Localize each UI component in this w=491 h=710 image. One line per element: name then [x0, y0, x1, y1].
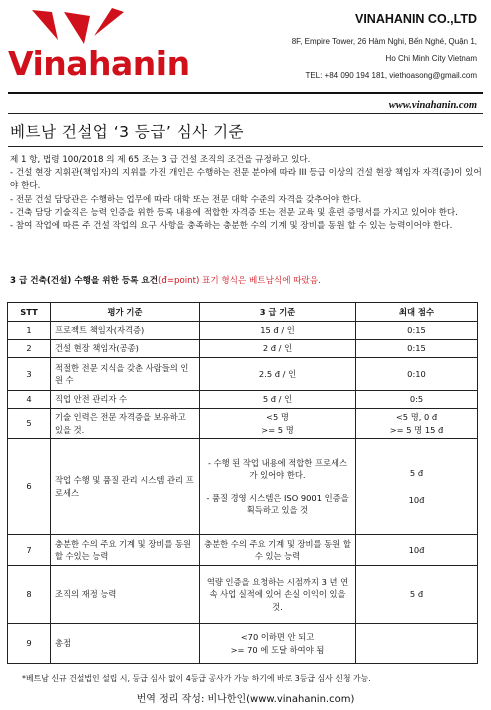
row-number: 4: [8, 391, 51, 409]
column-header: 최대 점수: [356, 303, 478, 322]
section-heading-unit: (đ=point): [158, 276, 200, 286]
column-header: 평가 기준: [51, 303, 200, 322]
footnote: *베트남 신규 건설법인 설립 시, 등급 심사 없이 4등급 공사가 가능 하기에 바로 3등급 심사 신청 가능.: [22, 674, 371, 683]
row-max-score: [356, 439, 478, 535]
row-max-score: [356, 624, 478, 664]
row-standard: [200, 439, 356, 535]
intro-paragraph: - 참여 작업에 따른 주 건설 작업의 요구 사항을 충족하는 충분한 수의 기계 및 장비를 동원 할 수 있는 능력이어야 한다.: [10, 221, 453, 232]
table-row: [8, 566, 478, 624]
page-title: 베트남 건설업 ‘3 등급’ 심사 기준: [10, 123, 245, 141]
table-row: [8, 535, 478, 566]
row-max-score: 0:15: [356, 322, 478, 340]
row-criterion: 건설 현장 책임자(공종): [51, 340, 200, 358]
section-heading-title: 3 급 건축(건설) 수행을 위한 등록 요건: [10, 276, 159, 286]
section-heading-note: 표기 형식은 베트남식에 따랐음.: [202, 276, 321, 286]
score-line: >= 5 명 15 đ: [389, 424, 444, 435]
standard-line: >= 70 에 도달 하여야 됨: [230, 644, 325, 655]
row-max-score: 0:15: [356, 340, 478, 358]
row-standard: 역량 인증을 요청하는 시점까지 3 년 연속 사업 실적에 있어 손실 이익이 있을 것.: [200, 566, 356, 624]
standard-line: >= 5 명: [261, 424, 294, 435]
table-header-row: [8, 303, 478, 322]
standard-line: - 품질 경영 시스템은 ISO 9001 인증을 획득하고 있을 것: [206, 492, 349, 515]
intro-paragraph: - 전문 건설 담당관은 수행하는 업무에 따라 대학 또는 전문 대학 수준의 자격을 갖추어야 한다.: [10, 194, 362, 205]
row-standard: 2 đ / 인: [200, 340, 356, 358]
row-max-score: 0:5: [356, 391, 478, 409]
translator-signature: 번역 정리 작성: 비나한인(www.vinahanin.com): [136, 694, 355, 705]
row-number: 8: [8, 566, 51, 624]
table-row: [8, 624, 478, 664]
table-row: [8, 322, 478, 340]
row-standard: 충분한 수의 주요 기계 및 장비를 동원 할 수 있는 능력: [200, 535, 356, 566]
table-row: [8, 340, 478, 358]
row-number: 1: [8, 322, 51, 340]
table-row: [8, 439, 478, 535]
row-number: 3: [8, 358, 51, 391]
criteria-table: [7, 302, 478, 664]
score-line: 10đ: [408, 494, 425, 505]
column-header: 3 급 기준: [200, 303, 356, 322]
row-criterion: 작업 수행 및 품질 관리 시스템 관리 프로세스: [51, 439, 200, 535]
row-number: 5: [8, 409, 51, 439]
row-max-score: [356, 409, 478, 439]
table-row: [8, 358, 478, 391]
row-criterion: 조직의 재정 능력: [51, 566, 200, 624]
table-row: [8, 409, 478, 439]
row-standard: 5 đ / 인: [200, 391, 356, 409]
row-criterion: 적절한 전문 지식을 갖춘 사람들의 인원 수: [51, 358, 200, 391]
row-number: 9: [8, 624, 51, 664]
row-max-score: 10đ: [356, 535, 478, 566]
header-divider: [8, 92, 483, 94]
title-divider: [8, 146, 483, 147]
section-heading: [10, 274, 321, 286]
score-line: 5 đ: [409, 468, 424, 478]
score-line: <5 명, 0 đ: [395, 412, 438, 422]
intro-paragraph: 제 1 항, 법령 100/2018 의 제 65 조는 3 급 건설 조직의 조건을 규정하고 있다.: [10, 155, 311, 165]
intro-paragraph: - 건설 현장 지휘관(책임자)의 지위를 가진 개인은 수행하는 전문 분야에 따라 III 등급 이상의 건설 현장 책임자 자격(증)이 있어야 한다.: [10, 168, 482, 192]
row-standard: 15 đ / 인: [200, 322, 356, 340]
standard-line: <5 명: [266, 412, 289, 422]
company-contact: TEL: +84 090 194 181, viethoasong@gmail.com: [305, 71, 477, 80]
row-standard: 2.5 đ / 인: [200, 358, 356, 391]
column-header: STT: [8, 303, 51, 322]
table-row: [8, 391, 478, 409]
row-standard: [200, 409, 356, 439]
row-criterion: 직업 안전 관리자 수: [51, 391, 200, 409]
standard-line: - 수행 된 작업 내용에 적합한 프로세스가 있어야 한다.: [207, 457, 348, 480]
row-number: 6: [8, 439, 51, 535]
website-link[interactable]: www.vinahanin.com: [388, 100, 477, 111]
row-max-score: 0:10: [356, 358, 478, 391]
intro-text: [10, 154, 482, 233]
row-criterion: 기술 인력은 전문 자격증을 보유하고 있을 것.: [51, 409, 200, 439]
row-criterion: 프로젝트 책임자(자격증): [51, 322, 200, 340]
company-address-2: Ho Chi Minh City Vietnam: [385, 54, 477, 63]
row-standard: [200, 624, 356, 664]
row-criterion: 총점: [51, 624, 200, 664]
company-address-1: 8F, Empire Tower, 26 Hàm Nghi, Bến Nghé, Quận 1,: [291, 37, 477, 46]
website-divider: [8, 113, 483, 114]
company-name: VINAHANIN CO.,LTD: [355, 12, 477, 26]
standard-line: <70 이하면 안 되고: [240, 632, 315, 642]
row-number: 7: [8, 535, 51, 566]
row-max-score: 5 đ: [356, 566, 478, 624]
letterhead: [0, 0, 491, 92]
row-criterion: 충분한 수의 주요 기계 및 장비를 동원 할 수있는 능력: [51, 535, 200, 566]
intro-paragraph: - 건축 담당 기술직은 능력 인증을 위한 등록 내용에 적합한 자격증 또는 전문 교육 및 훈련 증명서를 가지고 있어야 한다.: [10, 207, 458, 218]
row-number: 2: [8, 340, 51, 358]
logo-icon: [28, 6, 138, 48]
logo-text: Vinahanin: [8, 44, 190, 83]
